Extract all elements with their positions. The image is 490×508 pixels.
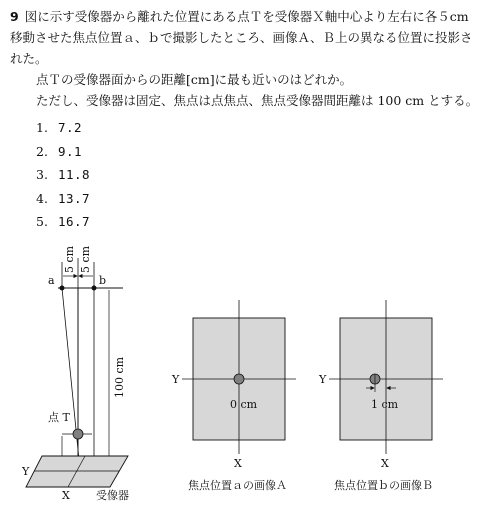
image-b-caption: 焦点位置ｂの画像Ｂ	[334, 479, 433, 492]
axis-y-label: Y	[22, 465, 30, 478]
question-line-4: 点Ｔの受像器面からの距離[cm]に最も近いのはどれか。	[36, 72, 353, 87]
question-number: 9	[10, 9, 19, 24]
image-a-x-label: X	[234, 457, 242, 470]
label-b: b	[99, 274, 107, 287]
question-line-1: 9 図に示す受像器から離れた位置にある点Ｔを受像器Ｘ軸中心より左右に各５cm	[10, 9, 469, 24]
setup-diagram	[21, 245, 129, 502]
label-a: a	[48, 274, 55, 287]
dim-5cm-right: 5 cm	[79, 245, 92, 273]
image-b-y-label: Y	[319, 373, 327, 386]
ray-from-a	[62, 288, 80, 470]
image-a-caption: 焦点位置ａの画像Ａ	[188, 479, 287, 492]
option-1[interactable]: 1. 7.2	[36, 120, 83, 135]
image-a-y-label: Y	[172, 373, 180, 386]
image-b-offset: 1 cm	[371, 398, 399, 411]
image-b-x-label: X	[381, 457, 389, 470]
option-2[interactable]: 2. 9.1	[36, 143, 83, 159]
option-4[interactable]: 4. 13.7	[36, 190, 91, 206]
axis-x-label: X	[62, 489, 70, 502]
image-a	[171, 300, 296, 492]
label-point-t: 点 T	[48, 411, 70, 424]
dim-100cm: 100 cm	[113, 356, 126, 398]
image-a-offset: 0 cm	[230, 398, 258, 411]
question-line-3: れた。	[10, 51, 48, 66]
image-b	[318, 300, 443, 492]
question-line-2: 移動させた焦点位置ａ、ｂで撮影したところ、画像Ａ、Ｂ上の異なる位置に投影さ	[10, 30, 473, 45]
question-line-5: ただし、受像器は固定、焦点は点焦点、焦点受像器間距離は 100 cm とする。	[36, 93, 479, 108]
option-3[interactable]: 3. 11.8	[36, 167, 91, 182]
point-t	[73, 429, 83, 439]
image-a-point	[234, 374, 244, 384]
dim-5cm-left: 5 cm	[63, 245, 76, 273]
receptor-label: 受像器	[96, 489, 129, 502]
receptor-plane	[26, 456, 128, 487]
option-5[interactable]: 5. 16.7	[36, 214, 91, 229]
